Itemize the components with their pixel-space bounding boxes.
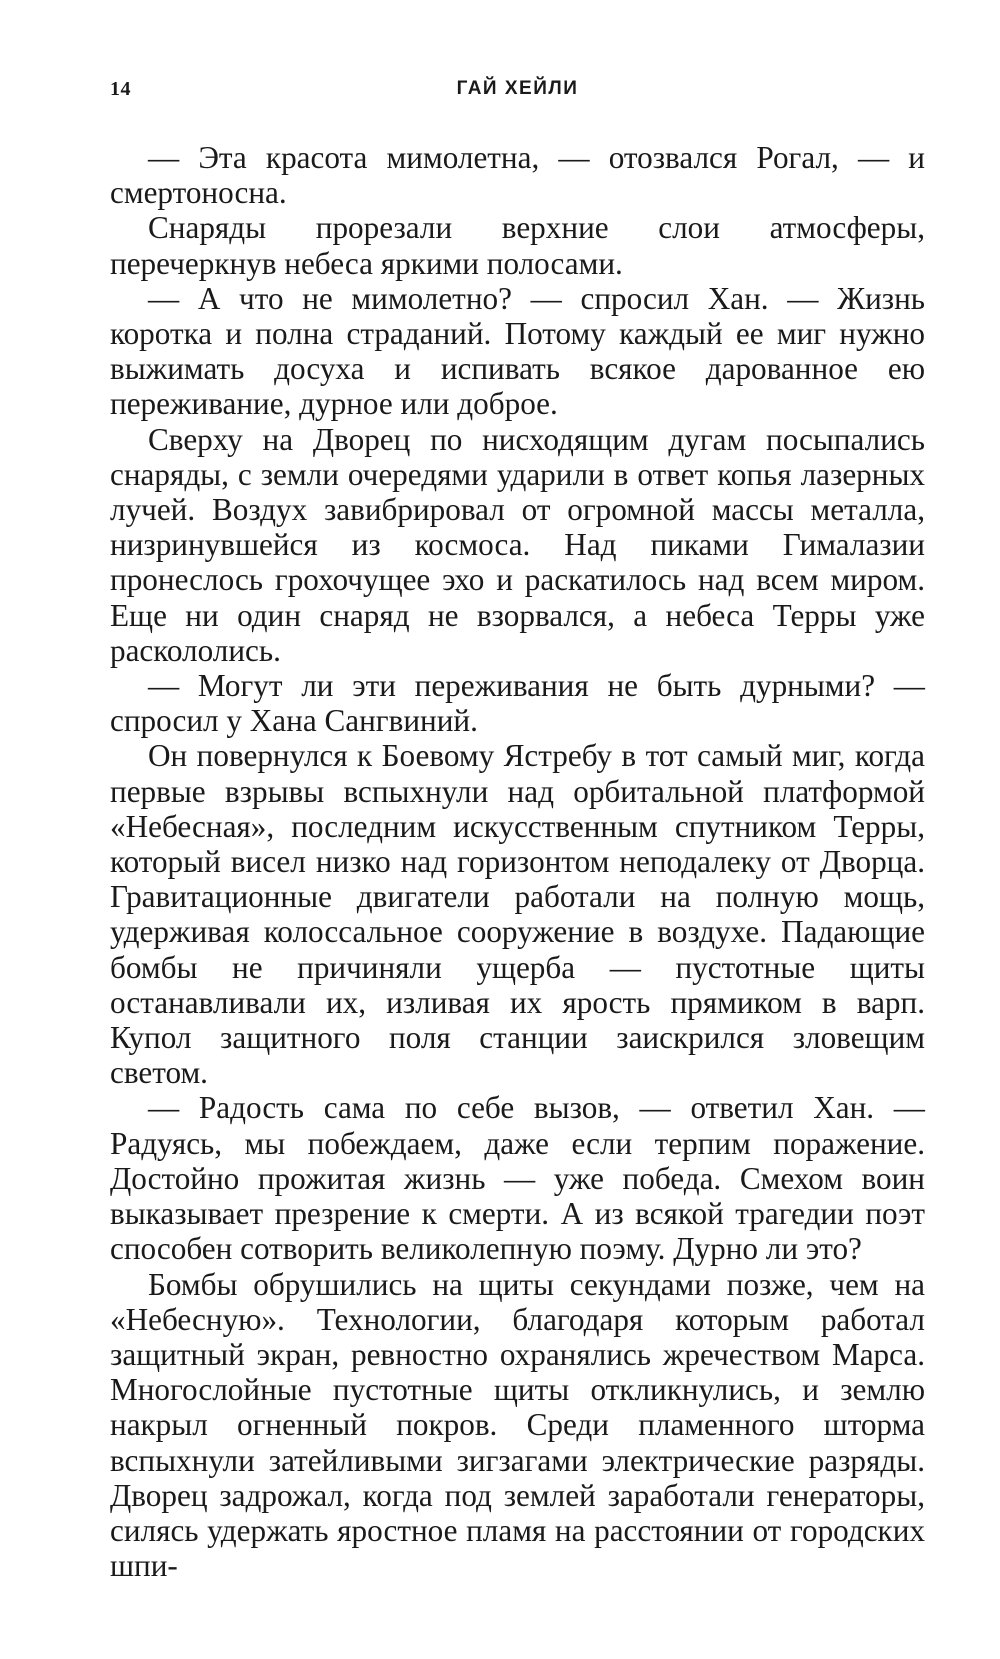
book-author-header: ГАЙ ХЕЙЛИ: [456, 78, 579, 99]
paragraph: Сверху на Дворец по нисходящим дугам посыпались снаряды, с земли очередями ударили в ответ копья лазерных лучей. Воздух завибрировал от огромной массы металла, низринувшейся из космоса. Над пиками Гималазии пронеслось грохочущее эхо и раскатилось над всем миром. Еще ни один снаряд не взорвался, а небеса Терры уже раскололись.: [110, 421, 925, 668]
running-head: [110, 78, 925, 108]
paragraph: — Радость сама по себе вызов, — ответил Хан. — Радуясь, мы побеждаем, даже если терпим поражение. Достойно прожитая жизнь — уже победа. Смехом воин выказывает презрение к смерти. А из всякой трагедии поэт способен сотворить великолепную поэму. Дурно ли это?: [110, 1090, 925, 1267]
paragraph: — Эта красота мимолетна, — отозвался Рогал, — и смертоносна.: [110, 140, 925, 211]
paragraph: Снаряды прорезали верхние слои атмосферы, перечеркнув небеса яркими полосами.: [110, 210, 925, 281]
paragraph: Он повернулся к Боевому Ястребу в тот самый миг, когда первые взрывы вспыхнули над орбитальной платформой «Небесная», последним искусственным спутником Терры, который висел низко над горизонтом неподалеку от Дворца. Гравитационные двигатели работали на полную мощь, удерживая колоссальное сооружение в воздухе. Падающие бомбы не причиняли ущерба — пустотные щиты останавливали их, изливая их ярость прямиком в варп. Купол защитного поля станции заискрился зловещим светом.: [110, 738, 925, 1091]
paragraph: — Могут ли эти переживания не быть дурными? — спросил у Хана Сангвиний.: [110, 668, 925, 739]
paragraph: Бомбы обрушились на щиты секундами позже, чем на «Небесную». Технологии, благодаря которым работал защитный экран, ревностно охранялись жречеством Марса. Многослойные пустотные щиты откликнулись, и землю накрыл огненный покров. Среди пламенного шторма вспыхнули затейливыми зигзагами электрические разряды. Дворец задрожал, когда под землей заработали генераторы, силясь удержать яростное пламя на расстоянии от городских шпи-: [110, 1266, 925, 1584]
body-text: [110, 140, 925, 1583]
page-number: 14: [110, 78, 131, 100]
paragraph: — А что не мимолетно? — спросил Хан. — Жизнь коротка и полна страданий. Потому каждый ее миг нужно выжимать досуха и испивать всякое дарованное ею переживание, дурное или доброе.: [110, 280, 925, 422]
